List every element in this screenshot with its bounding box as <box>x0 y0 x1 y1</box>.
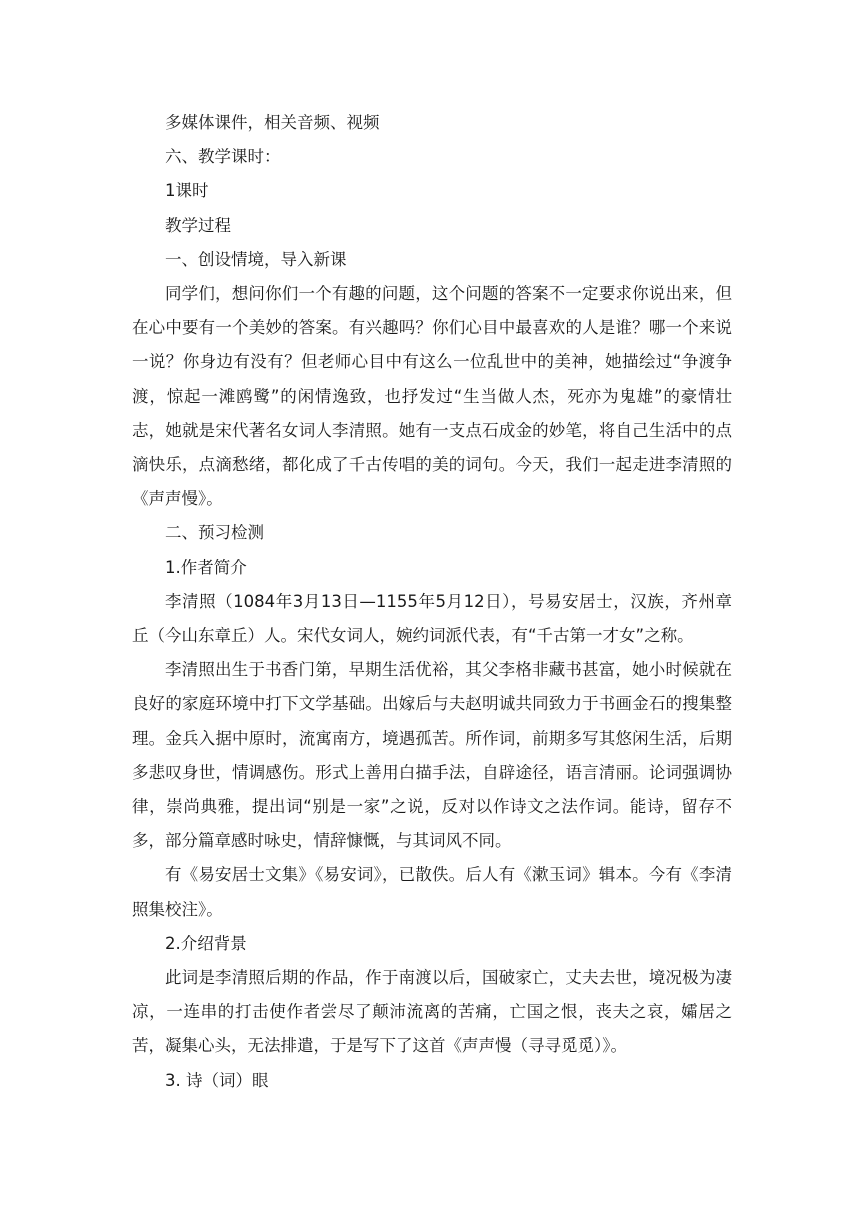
part-1-title: 一、创设情境，导入新课 <box>165 249 347 269</box>
subsection-2-title: 2.介绍背景 <box>165 933 247 953</box>
subsection-1-title: 1.作者简介 <box>165 557 247 577</box>
background-paragraph: 此词是李清照后期的作品，作于南渡以后，国破家亡，丈夫去世，境况极为凄凉，一连串的打击使作者尝尽了颠沛流离的苦痛，亡国之恨，丧夫之哀，孀居之苦，凝集心头，无法排遣，于是写下了这首《声声慢（寻寻觅觅）》。 <box>132 968 732 1056</box>
section-6-value: 1课时 <box>165 181 209 201</box>
materials-line: 多媒体课件，相关音频、视频 <box>165 113 380 132</box>
process-title: 教学过程 <box>165 215 231 235</box>
author-paragraph-3: 有《易安居士文集》《易安词》，已散佚。后人有《漱玉词》辑本。今有《李清照集校注》。 <box>132 865 732 919</box>
part-2-title: 二、预习检测 <box>165 523 264 543</box>
subsection-3-title: 3. 诗（词）眼 <box>165 1070 269 1090</box>
section-6-title: 六、教学课时： <box>165 147 281 167</box>
author-paragraph-1: 李清照（1084年3月13日—1155年5月12日），号易安居士，汉族，齐州章丘（今山东章丘）人。宋代女词人，婉约词派代表，有“千古第一才女”之称。 <box>132 591 732 646</box>
part-1-paragraph: 同学们，想问你们一个有趣的问题，这个问题的答案不一定要求你说出来，但在心中要有一个美妙的答案。有兴趣吗？你们心目中最喜欢的人是谁？哪一个来说一说？你身边有没有？但老师心目中有这么一位乱世中的美神，她描绘过“争渡争渡，惊起一滩鸥鹭”的闲情逸致，也抒发过“生当做人杰，死亦为鬼雄”的豪情壮志，她就是宋代著名女词人李清照。她有一支点石成金的妙笔，将自己生活中的点滴快乐，点滴愁绪，都化成了千古传唱的美的词句。今天，我们一起走进李清照的《声声慢》。 <box>132 284 732 509</box>
author-paragraph-2: 李清照出生于书香门第，早期生活优裕，其父李格非藏书甚富，她小时候就在良好的家庭环境中打下文学基础。出嫁后与夫赵明诚共同致力于书画金石的搜集整理。金兵入据中原时，流寓南方，境遇孤苦。所作词，前期多写其悠闲生活，后期多悲叹身世，情调感伤。形式上善用白描手法，自辟途径，语言清丽。论词强调协律，崇尚典雅，提出词“别是一家”之说，反对以作诗文之法作词。能诗，留存不多，部分篇章感时咏史，情辞慷慨，与其词风不同。 <box>132 660 732 851</box>
document-body <box>132 106 732 1098</box>
